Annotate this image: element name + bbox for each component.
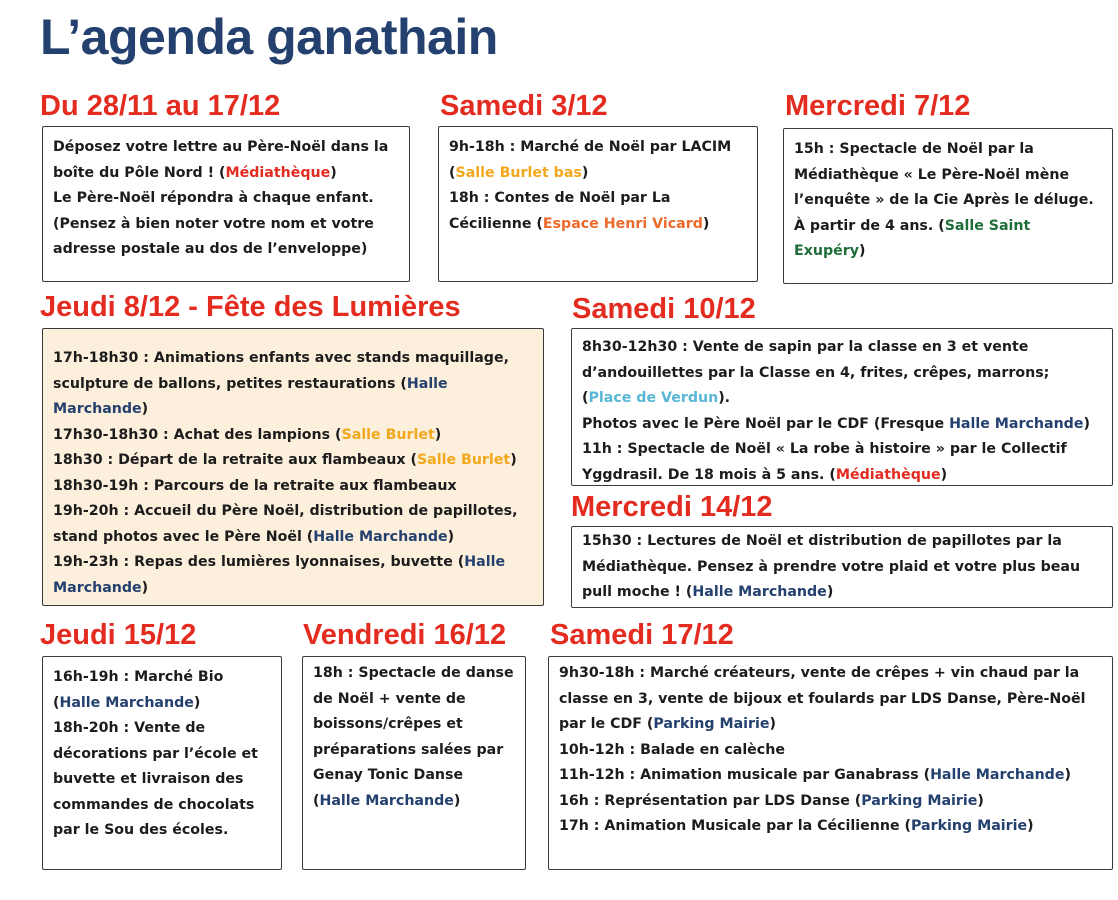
event-text: ) xyxy=(581,164,589,181)
event-card-8-12 xyxy=(42,328,544,606)
location-mediatheque: Médiathèque xyxy=(225,164,331,181)
event-text: ) xyxy=(447,528,455,545)
event-text: : Parcours de la retraite aux flambeaux xyxy=(138,477,457,494)
event-text: ) xyxy=(977,792,984,809)
event-time: 18h30-19h xyxy=(53,477,139,494)
event-text: : Représentation par LDS Danse ( xyxy=(588,792,862,809)
event-time: 16h xyxy=(559,792,589,809)
event-text: ) xyxy=(193,694,201,711)
location-parking-mairie: Parking Mairie xyxy=(911,818,1028,834)
event-line xyxy=(559,738,1102,764)
event-time: 19h-23h xyxy=(53,554,119,570)
event-text: ) xyxy=(702,215,710,232)
location-salle-burlet: Salle Burlet xyxy=(416,452,511,468)
event-heading-16-12: Vendredi 16/12 xyxy=(303,619,507,651)
event-line xyxy=(582,335,1102,412)
event-text: ) xyxy=(141,401,149,417)
event-time: 10h-12h xyxy=(559,741,625,758)
event-text: ) xyxy=(769,716,777,732)
event-card-15-12 xyxy=(42,656,282,870)
event-time: 17h30-18h30 xyxy=(53,426,159,443)
location-halle-marchande: Halle Marchande xyxy=(59,694,194,711)
event-text: : Contes de Noël par La Cécilienne ( xyxy=(449,190,671,232)
location-halle-marchande: Halle Marchande xyxy=(692,584,827,600)
event-text: : Vente de sapin par la classe en 3 et vente d’andouillettes par la Classe en 4, frites, crêpes, marrons; ( xyxy=(582,339,1050,406)
event-text: ) xyxy=(858,243,866,259)
event-card-7-12 xyxy=(783,128,1113,284)
event-text: ) xyxy=(1064,767,1071,783)
event-card-3-12 xyxy=(438,126,758,282)
event-line xyxy=(559,763,1102,789)
event-heading-3-12: Samedi 3/12 xyxy=(440,90,608,122)
event-line xyxy=(53,550,533,601)
event-text: ) xyxy=(940,466,948,483)
event-time: 18h-20h xyxy=(53,720,119,736)
event-text: : Marché Bio ( xyxy=(53,669,224,711)
event-text: : Achat des lampions ( xyxy=(158,426,342,443)
event-text: Photos avec le Père Noël par le CDF (Fresque xyxy=(582,415,950,432)
event-heading-17-12: Samedi 17/12 xyxy=(550,619,734,651)
event-line xyxy=(449,186,747,237)
event-line xyxy=(449,135,747,186)
event-text: ) xyxy=(330,164,337,181)
event-time: 17h-18h30 xyxy=(53,350,139,366)
location-salle-exupery: Salle Saint Exupéry xyxy=(794,217,1031,259)
event-time: 19h-20h xyxy=(53,503,119,519)
event-text: : Départ de la retraite aux flambeaux ( xyxy=(102,452,417,468)
event-time: 17h xyxy=(559,818,589,834)
event-text: : Animation musicale par Ganabrass ( xyxy=(624,767,931,783)
event-heading-14-12: Mercredi 14/12 xyxy=(571,491,773,523)
event-text: ) xyxy=(434,426,442,443)
event-time: 18h xyxy=(313,665,343,681)
location-mediatheque: Médiathèque xyxy=(835,466,941,483)
event-line xyxy=(313,661,515,814)
event-line xyxy=(53,346,533,423)
location-halle-marchande: Halle Marchande xyxy=(949,415,1084,432)
event-text: Déposez votre lettre au Père-Noël dans la boîte du Pôle Nord ! ( xyxy=(53,139,389,181)
event-line xyxy=(53,474,533,500)
event-text: ) xyxy=(826,584,834,600)
event-time: 18h xyxy=(449,190,479,206)
event-text: : Vente de décorations par l’école et buvette et livraison des commandes de chocolats par le Sou des écoles. xyxy=(53,720,258,838)
event-text: : Animations enfants avec stands maquillage, sculpture de ballons, petites restaurations ( xyxy=(53,350,509,392)
location-halle-marchande: Halle Marchande xyxy=(53,375,448,417)
event-line xyxy=(559,661,1102,738)
event-line xyxy=(582,437,1102,488)
location-halle-marchande: Halle Marchande xyxy=(930,767,1065,783)
event-line xyxy=(53,186,399,263)
location-halle-marchande: Halle Marchande xyxy=(313,528,448,545)
event-time: 15h30 xyxy=(582,533,632,549)
page-title: L’agenda ganathain xyxy=(40,9,498,65)
event-text: : Repas des lumières lyonnaises, buvette ( xyxy=(118,554,465,570)
event-line xyxy=(582,412,1102,438)
event-time: 15h xyxy=(794,141,824,157)
event-card-16-12 xyxy=(302,656,526,870)
event-card-14-12 xyxy=(571,526,1113,608)
event-line xyxy=(559,814,1102,840)
event-heading-7-12: Mercredi 7/12 xyxy=(785,90,971,122)
event-time: 8h30-12h30 xyxy=(582,339,678,355)
event-text: ). xyxy=(718,390,731,406)
event-heading-28-11: Du 28/11 au 17/12 xyxy=(40,90,281,122)
event-text: : Accueil du Père Noël, distribution de papillotes, stand photos avec le Père Noël ( xyxy=(53,503,518,545)
event-text: : Animation Musicale par la Cécilienne ( xyxy=(588,818,912,834)
location-parking-mairie: Parking Mairie xyxy=(861,792,978,809)
event-card-28-11 xyxy=(42,126,410,282)
location-halle-marchande: Halle Marchande xyxy=(53,554,506,596)
event-text: ) xyxy=(141,579,149,596)
event-time: 9h30-18h xyxy=(559,665,635,681)
event-text: ) xyxy=(1083,415,1090,432)
event-line xyxy=(53,448,533,474)
event-line xyxy=(582,529,1102,606)
event-card-17-12 xyxy=(548,656,1113,870)
location-salle-burlet: Salle Burlet bas xyxy=(455,164,582,181)
event-heading-10-12: Samedi 10/12 xyxy=(572,293,756,325)
location-espace-vicard: Espace Henri Vicard xyxy=(542,215,703,232)
event-time: 11h xyxy=(582,441,612,457)
event-text: Le Père-Noël répondra à chaque enfant. (Pensez à bien noter votre nom et votre adresse postale au dos de l’enveloppe) xyxy=(53,190,374,257)
event-time: 18h30 xyxy=(53,452,103,468)
location-place-verdun: Place de Verdun xyxy=(588,390,719,406)
event-card-10-12 xyxy=(571,328,1113,486)
event-text: : Balade en calèche xyxy=(624,741,785,758)
event-line xyxy=(53,665,271,716)
location-halle-marchande: Halle Marchande xyxy=(319,792,454,809)
event-line xyxy=(53,499,533,550)
event-text: ) xyxy=(510,452,517,468)
event-text: : Marché créateurs, vente de crêpes + vin chaud par la classe en 3, vente de bijoux et foulards par LDS Danse, Père-Noël par le CDF ( xyxy=(559,665,1086,732)
event-time: 9h-18h xyxy=(449,139,505,155)
event-text: : Lectures de Noël et distribution de papillotes par la Médiathèque. Pensez à prendre votre plaid et votre plus beau pull moche ! ( xyxy=(582,533,1081,600)
event-text: : Spectacle de Noël « La robe à histoire » par le Collectif Yggdrasil. De 18 mois à 5 ans. ( xyxy=(582,441,1067,483)
event-heading-15-12: Jeudi 15/12 xyxy=(40,619,197,651)
event-time: 16h-19h xyxy=(53,669,119,685)
event-text: ) xyxy=(1027,818,1034,834)
event-line xyxy=(53,135,399,186)
event-line xyxy=(559,789,1102,815)
event-heading-8-12: Jeudi 8/12 - Fête des Lumières xyxy=(40,291,461,323)
event-line xyxy=(794,137,1102,265)
event-text: : Spectacle de Noël par la Médiathèque « Le Père-Noël mène l’enquête » de la Cie Après le déluge. À partir de 4 ans. ( xyxy=(794,141,1094,234)
event-line xyxy=(53,423,533,449)
event-time: 11h-12h xyxy=(559,767,625,783)
location-salle-burlet: Salle Burlet xyxy=(341,426,435,443)
event-text: : Spectacle de danse de Noël + vente de boissons/crêpes et préparations salées par Genay Tonic Danse ( xyxy=(313,665,514,809)
location-parking-mairie: Parking Mairie xyxy=(653,716,770,732)
event-text: ) xyxy=(453,792,461,809)
event-line xyxy=(53,716,271,844)
event-text: : Marché de Noël par LACIM ( xyxy=(449,139,732,181)
